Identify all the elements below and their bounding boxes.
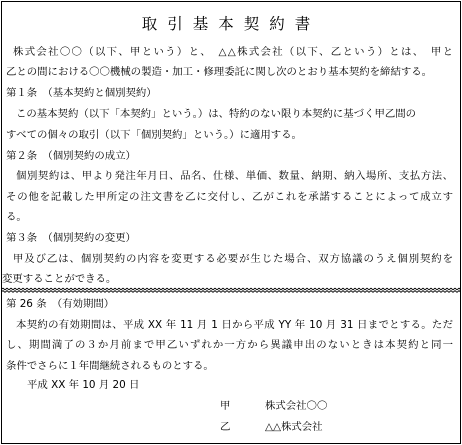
article-26-heading: 第 26 条 （有効期間）	[6, 298, 115, 310]
article-26-line-2: し、期間満了の３か月前まで甲乙いずれか一方から異議申出のないときは本契約と同一	[6, 339, 453, 351]
article-3-line-1: 甲及び乙は、個別契約の内容を変更する必要が生じた場合、双方協議のうえ個別契約を	[13, 253, 453, 265]
article-2-heading: 第２条 （個別契約の成立）	[6, 150, 136, 162]
omission-wave-divider	[2, 287, 460, 293]
article-26-line-3: 条件でさらに１年間継続されるものとする。	[6, 360, 214, 372]
document-title: 取引基本契約書	[141, 15, 321, 33]
preamble-line-1: 株式会社〇〇（以下、甲という）と、 △△株式会社（以下、乙という）とは、 甲と	[13, 46, 453, 58]
contract-document	[1, 1, 461, 444]
signatory-1-company: 株式会社〇〇	[265, 400, 328, 412]
preamble-line-2: 乙との間における〇〇機械の製造・加工・修理委託に関し次のとおり基本契約を締結する。	[6, 66, 433, 78]
article-26-line-1: 本契約の有効期間は、平成 XX 年 11 月 1 日から平成 YY 年 10 月 31 日までとする。ただ	[16, 319, 453, 331]
signatory-2-role: 乙	[220, 421, 231, 433]
article-2-line-2: その他を記載した甲所定の注文書を乙に交付し、乙がこれを承諾することによって成立す	[6, 191, 453, 203]
article-2-line-3: る。	[6, 211, 27, 223]
article-1-line-2: すべての個々の取引（以下「個別契約」という。）に適用する。	[6, 129, 302, 141]
article-2-line-1: 個別契約は、甲より発注年月日、品名、仕様、単価、数量、納期、納入場所、支払方法、	[16, 170, 453, 182]
contract-date: 平成 XX 年 10 月 20 日	[27, 379, 140, 391]
signatory-2-company: △△株式会社	[265, 421, 323, 433]
article-1-line-1: この基本契約（以下「本契約」という。）は、特約のない限り本契約に基づく甲乙間の	[16, 108, 417, 120]
article-3-heading: 第３条 （個別契約の変更）	[6, 232, 136, 244]
signatory-1-role: 甲	[220, 400, 231, 412]
article-1-heading: 第１条 （基本契約と個別契約）	[6, 87, 157, 99]
article-3-line-2: 変更することができる。	[2, 273, 117, 285]
